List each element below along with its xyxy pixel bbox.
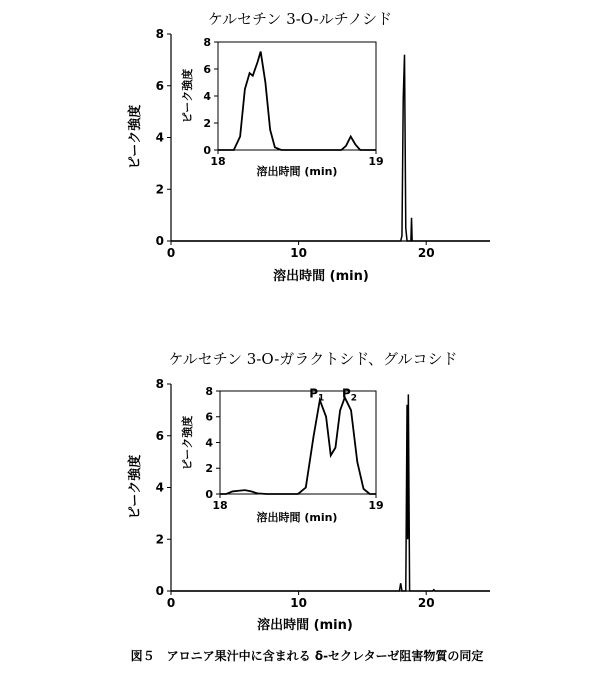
y-tick-label: 0 bbox=[155, 584, 164, 599]
chart-2-inset-frame bbox=[220, 391, 376, 494]
y-tick-label: 6 bbox=[155, 78, 164, 93]
peak-label-base: P bbox=[309, 386, 318, 401]
chart-2-inset-x-label: 溶出時間 (min) bbox=[256, 511, 338, 524]
y-tick-label: 8 bbox=[155, 27, 164, 42]
x-tick-label: 19 bbox=[368, 499, 384, 512]
y-tick-label: 2 bbox=[203, 116, 211, 130]
chart-2 bbox=[127, 350, 490, 633]
chart-1-inset bbox=[180, 36, 384, 178]
y-tick-label: 8 bbox=[205, 384, 213, 398]
y-tick-label: 6 bbox=[203, 62, 211, 76]
y-tick-label: 2 bbox=[155, 182, 164, 197]
y-tick-label: 0 bbox=[205, 487, 213, 501]
x-tick-label: 10 bbox=[290, 246, 307, 260]
chart-1-inset-x-label: 溶出時間 (min) bbox=[256, 165, 338, 178]
y-tick-label: 4 bbox=[155, 130, 164, 145]
chart-2-x-label: 溶出時間 (min) bbox=[257, 618, 353, 633]
peak-label-base: P bbox=[341, 386, 351, 401]
y-tick-label: 0 bbox=[155, 234, 164, 249]
chart-1-inset-y-label: ピーク強度 bbox=[181, 68, 194, 124]
y-tick-label: 4 bbox=[155, 480, 164, 495]
x-tick-label: 20 bbox=[417, 596, 435, 610]
y-tick-label: 8 bbox=[203, 35, 211, 49]
y-tick-label: 6 bbox=[205, 410, 213, 424]
x-tick-label: 19 bbox=[368, 155, 384, 168]
y-tick-label: 2 bbox=[155, 532, 164, 547]
x-tick-label: 0 bbox=[166, 596, 176, 610]
chart-2-title: ケルセチン 3-O-ガラクトシド、グルコシド bbox=[168, 350, 458, 368]
x-tick-label: 10 bbox=[290, 596, 307, 610]
y-tick-label: 4 bbox=[205, 436, 213, 450]
peak-label-subscript: 1 bbox=[317, 393, 325, 404]
chart-1 bbox=[127, 10, 490, 284]
chart-2-y-label: ピーク強度 bbox=[128, 454, 143, 520]
x-tick-label: 20 bbox=[417, 246, 435, 260]
y-tick-label: 6 bbox=[155, 428, 164, 443]
peak-label-subscript: 2 bbox=[350, 393, 358, 404]
y-tick-label: 8 bbox=[155, 377, 164, 392]
figure-caption: 図５ アロニア果汁中に含まれる δ-セクレターゼ阻害物質の同定 bbox=[130, 649, 484, 663]
x-tick-label: 18 bbox=[210, 155, 226, 168]
y-tick-label: 2 bbox=[205, 462, 213, 476]
y-tick-label: 0 bbox=[203, 143, 211, 157]
chart-1-title: ケルセチン 3-O-ルチノシド bbox=[207, 10, 393, 28]
chart-1-x-label: 溶出時間 (min) bbox=[273, 269, 369, 284]
x-tick-label: 18 bbox=[212, 499, 228, 512]
chart-2-inset bbox=[180, 385, 384, 524]
x-tick-label: 0 bbox=[166, 246, 176, 260]
chart-1-y-label: ピーク強度 bbox=[128, 104, 143, 170]
y-tick-label: 4 bbox=[203, 89, 211, 103]
chart-1-inset-frame bbox=[218, 42, 376, 150]
chart-2-inset-y-label: ピーク強度 bbox=[181, 415, 194, 471]
